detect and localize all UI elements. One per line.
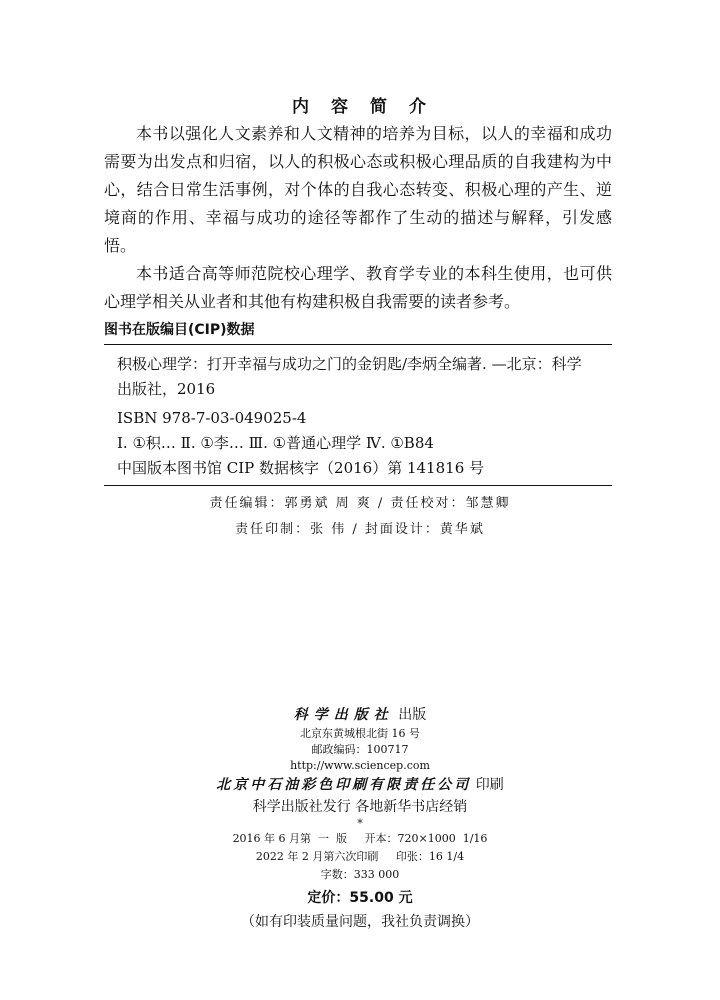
printing-line: 2022 年 2 月第六次印刷 印张：16 1/4 [255,850,465,863]
publisher-logo-text: 科学出版社 [293,707,394,723]
cip-block [117,352,612,481]
summary-title: 内容简介 [292,97,448,117]
staff-line: 责任印制：张 伟 / 封面设计：黄华斌 [235,522,485,537]
printer-line [0,774,720,796]
word-count: 字数：333 000 [320,868,400,881]
summary-paragraph: 本书适合高等师范院校心理学、教育学专业的本科生使用，也可供心理学相关从业者和其他有构建积极自我需要的读者参考。 [104,264,612,311]
cip-bottom-rule [104,485,612,486]
cip-heading: 图书在版编目(CIP)数据 [104,322,255,338]
cip-entry-line: 积极心理学：打开幸福与成功之门的金钥匙/李炳全编著. —北京：科学 [117,355,582,373]
cip-classification: Ⅰ. ①积… Ⅱ. ①李… Ⅲ. ①普通心理学 Ⅳ. ①B84 [117,434,434,452]
printer-name: 北京中石油彩色印刷有限责任公司 [216,777,472,793]
publication-block [0,704,720,934]
cip-core-number: 中国版本图书馆 CIP 数据核字（2016）第 141816 号 [117,459,485,477]
price: 定价：55.00 元 [307,890,413,906]
separator-star: * [357,817,363,830]
publisher-postcode: 邮政编码：100717 [311,743,409,756]
publisher-address: 北京东黄城根北街 16 号 [300,727,420,740]
quality-note: （如有印装质量问题，我社负责调换） [241,914,479,930]
summary-body [104,120,612,316]
edition-line: 2016 年 6 月第 一 版 开本：720×1000 1/16 [232,832,488,845]
cip-isbn: ISBN 978-7-03-049025-4 [117,409,307,427]
cip-entry-line: 出版社，2016 [117,380,216,398]
cip-top-rule [104,344,612,345]
publisher-url: http://www.sciencep.com [290,759,430,772]
staff-line: 责任编辑：郭勇斌 周 爽 / 责任校对：邹慧卿 [209,496,511,511]
distribution-line: 科学出版社发行 各地新华书店经销 [252,799,468,815]
publisher-suffix: 出版 [398,707,427,723]
printer-suffix: 印刷 [475,777,504,793]
summary-paragraph: 本书以强化人文素养和人文精神的培养为目标，以人的幸福和成功需要为出发点和归宿，以人的积极心态或积极心理品质的自我建构为中心，结合日常生活事例，对个体的自我心态转变、积极心理的产生、逆境商的作用、幸福与成功的途径等都作了生动的描述与解释，引发感悟。 [104,124,612,255]
publisher-line [0,704,720,726]
